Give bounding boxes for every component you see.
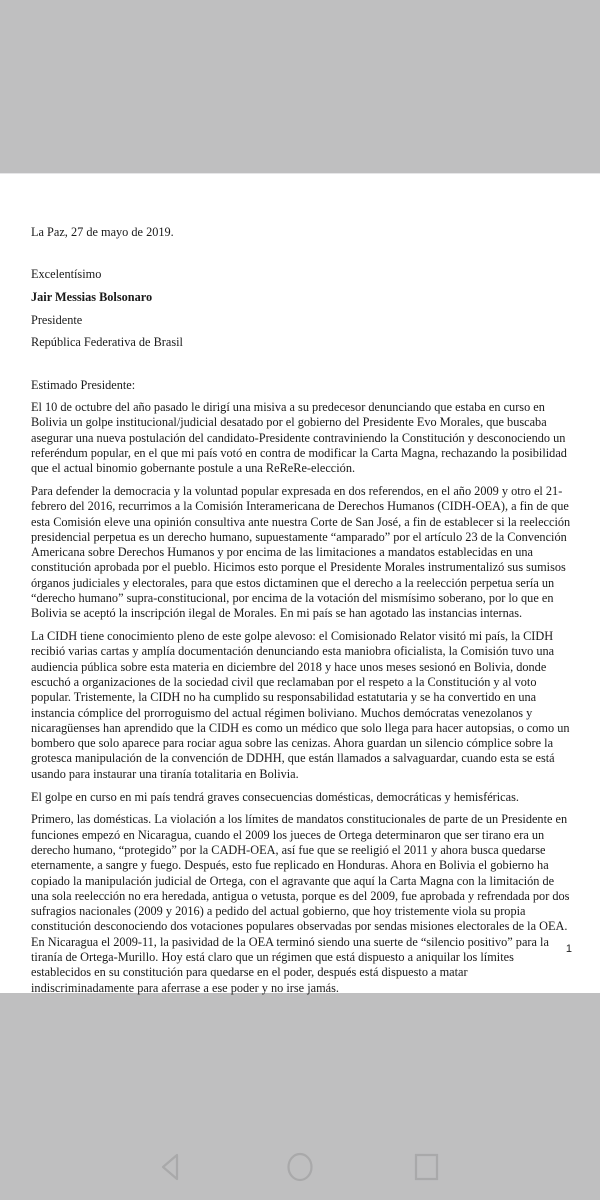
paragraph: Para defender la democracia y la voluntad popular expresada en dos referendos, en el año 2009 y otro el 21-febrero del 2016, recurrimos a la Comisión Interamericana de Derechos Humanos (CIDH-OEA), a fin de que esta Comisión eleve una opinión consultiva ante nuestra Corte de San José, a fin de establecer si la reelección presidencial perpetua es un derecho humano, supuestamente “amparado” por el artículo 23 de la Convención Americana sobre Derechos Humanos y por encima de las limitaciones a mandatos establecidas en una constitución aprobada por el pueblo. Hicimos esto porque el Presidente Morales instrumentalizó sus sumisos órganos judiciales y electorales, para que estos dictaminen que el derecho a la reelección perpetua sería un “derecho humano” supra-constitucional, por encima de la votación del mismísimo soberano, por lo que en Bolivia se aceptó la inscripción ilegal de Morales. En mi país se han agotado las instancias internas. — [31, 483, 571, 621]
paragraph: El golpe en curso en mi país tendrá graves consecuencias domésticas, democráticas y hemisféricas. — [31, 789, 519, 804]
date-line: La Paz, 27 de mayo de 2019. — [31, 225, 174, 239]
circle-home-icon — [285, 1152, 315, 1182]
android-navigation-bar — [0, 1140, 600, 1200]
salutation: Estimado Presidente: — [31, 377, 136, 392]
triangle-back-icon — [157, 1152, 187, 1182]
recipient-name: Jair Messias Bolsonaro — [31, 289, 153, 304]
recipient-block — [31, 267, 573, 350]
recents-button[interactable] — [412, 1152, 442, 1182]
square-recents-icon — [412, 1152, 442, 1182]
back-button[interactable] — [157, 1152, 187, 1182]
document-page — [0, 173, 600, 993]
paragraph: El 10 de octubre del año pasado le dirigí una misiva a su predecesor denunciando que estaba en curso en Bolivia un golpe institucional/judicial desatado por el gobierno del Presidente Evo Morales, que buscaba asegurar una nueva postulación del candidato-Presidente contraviniendo la Constitución y desconociendo un referéndum popular, en el que mi país votó en contra de modificar la Carta Magna, rechazando la posibilidad que el actual binomio gobernante postule a una ReReRe-elección. — [31, 399, 567, 476]
letter-body — [31, 225, 573, 1003]
recipient-country: República Federativa de Brasil — [31, 335, 183, 350]
paragraph: Primero, las domésticas. La violación a los límites de mandatos constitucionales de parte de un Presidente en funciones empezó en Nicaragua, cuando el 2009 los jueces de Ortega determinaron que ser tirano era un derecho humano, “protegido” por la CADH-OEA, así fue que se reeligió el 2011 y ahora busca quedarse eternamente, a sangre y fuego. Después, esto fue replicado en Honduras. Ahora en Bolivia el gobierno ha copiado la manipulación judicial de Ortega, con el agravante que aquí la Carta Magna con la limitación de una sola reelección no era heredada, antigua o vetusta, porque es del 2009, fue aprobada y refrendada por dos sufragios nacionales (2009 y 2016) a pedido del actual gobierno, que hoy tristemente viola su propia constitución desconociendo dos votaciones populares observadas por sendas misiones electorales de la OEA. En Nicaragua el 2009-11, la pasividad de la OEA terminó siendo una suerte de “silencio positivo” para la tiranía de Ortega-Murillo. Hoy está claro que un régimen que está dispuesto a aniquilar los límites establecidos en su constitución para quedarse en el poder, después está dispuesto a matar indiscriminadamente para aferrase a ese poder y no irse jamás. — [31, 812, 570, 995]
recipient-honorific: Excelentísimo — [31, 267, 102, 282]
page-number: 1 — [565, 943, 572, 955]
recipient-title: Presidente — [31, 312, 83, 327]
paragraph: La CIDH tiene conocimiento pleno de este golpe alevoso: el Comisionado Relator visitó mi país, la CIDH recibió varias cartas y amplía documentación denunciando esta maniobra oficialista, la Comisión tuvo una audiencia pública sobre esta materia en diciembre del 2018 y hace unos meses sesionó en Bolivia, donde escuchó a organizaciones de la sociedad civil que reclamaban por el respeto a la Constitución y al voto popular. Tristemente, la CIDH no ha cumplido su responsabilidad estatutaria y se ha convertido en una instancia cómplice del prorroguismo del actual régimen boliviano. Muchos demócratas venezolanos y nicaragüenses han aprendido que la CIDH es como un médico que solo llega para hacer autopsias, o como un bombero que solo aparece para rociar agua sobre las cenizas. Ahora guardan un silencio cómplice sobre la grotesca manipulación de la convención de DDHH, que están llamados a salvaguardar, cuando esta se está usando para instaurar una tiranía totalitaria en Bolivia. — [31, 629, 570, 781]
home-button[interactable] — [285, 1152, 315, 1182]
